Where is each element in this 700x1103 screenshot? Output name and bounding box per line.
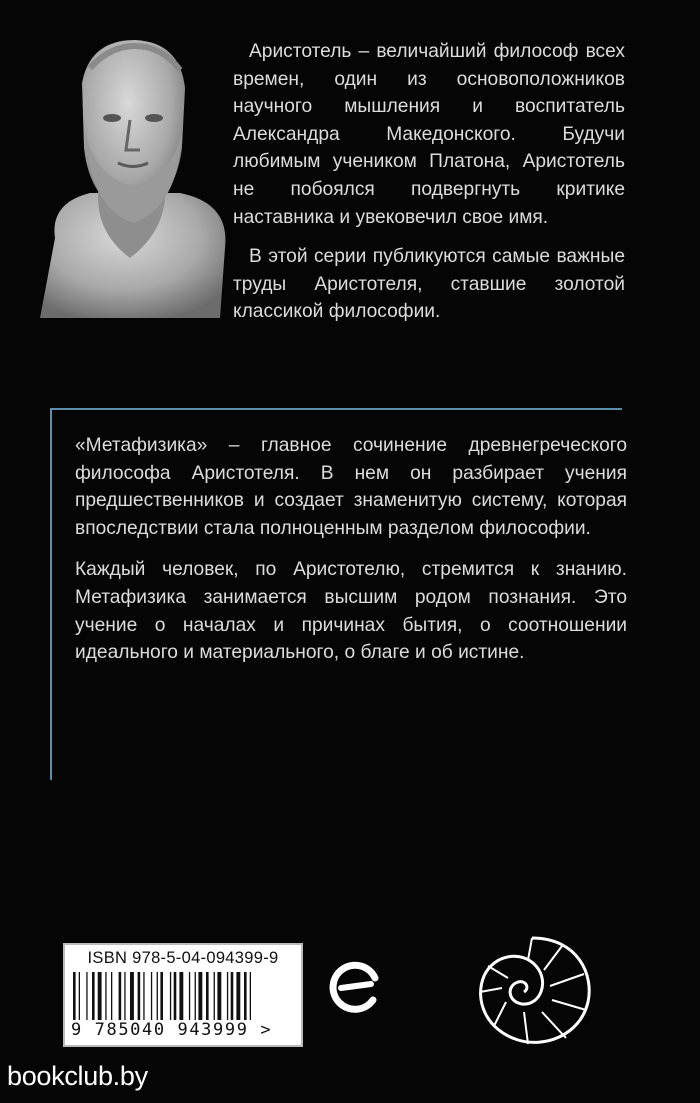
isbn-label: ISBN 978-5-04-094399-9 bbox=[87, 949, 279, 967]
publisher-logo-icon bbox=[327, 958, 387, 1018]
barcode-bars bbox=[73, 972, 293, 1020]
barcode-digits: 9 785040 943999 > bbox=[71, 1020, 273, 1040]
watermark-text: bookclub.by bbox=[7, 1061, 148, 1091]
aristotle-bust-image bbox=[30, 28, 235, 330]
book-description bbox=[75, 432, 627, 681]
barcode bbox=[63, 943, 303, 1047]
author-bio bbox=[233, 38, 625, 338]
description-paragraph: «Метафизика» – главное сочинение древнегреческого философа Аристотеля. В нем он разбирает учения предшественников и создает знаменитую систему, которая впоследствии стала полноценным разделом философии. bbox=[75, 435, 627, 539]
bio-paragraph: В этой серии публикуются самые важные труды Аристотеля, ставшие золотой классикой философии. bbox=[233, 246, 625, 323]
nautilus-shell-icon bbox=[466, 930, 598, 1052]
description-paragraph: Каждый человек, по Аристотелю, стремится к знанию. Метафизика занимается высшим родом познания. Это учение о началах и причинах бытия, о соотношении идеального и материального, о благе и об истине. bbox=[75, 559, 627, 664]
bio-paragraph: Аристотель – величайший философ всех времен, один из основоположников научного мышления и воспитатель Александра Македонского. Будучи любимым учеником Платона, Аристотель не побоялся подвергнуть критике наставника и увековечил свое имя. bbox=[233, 41, 625, 228]
